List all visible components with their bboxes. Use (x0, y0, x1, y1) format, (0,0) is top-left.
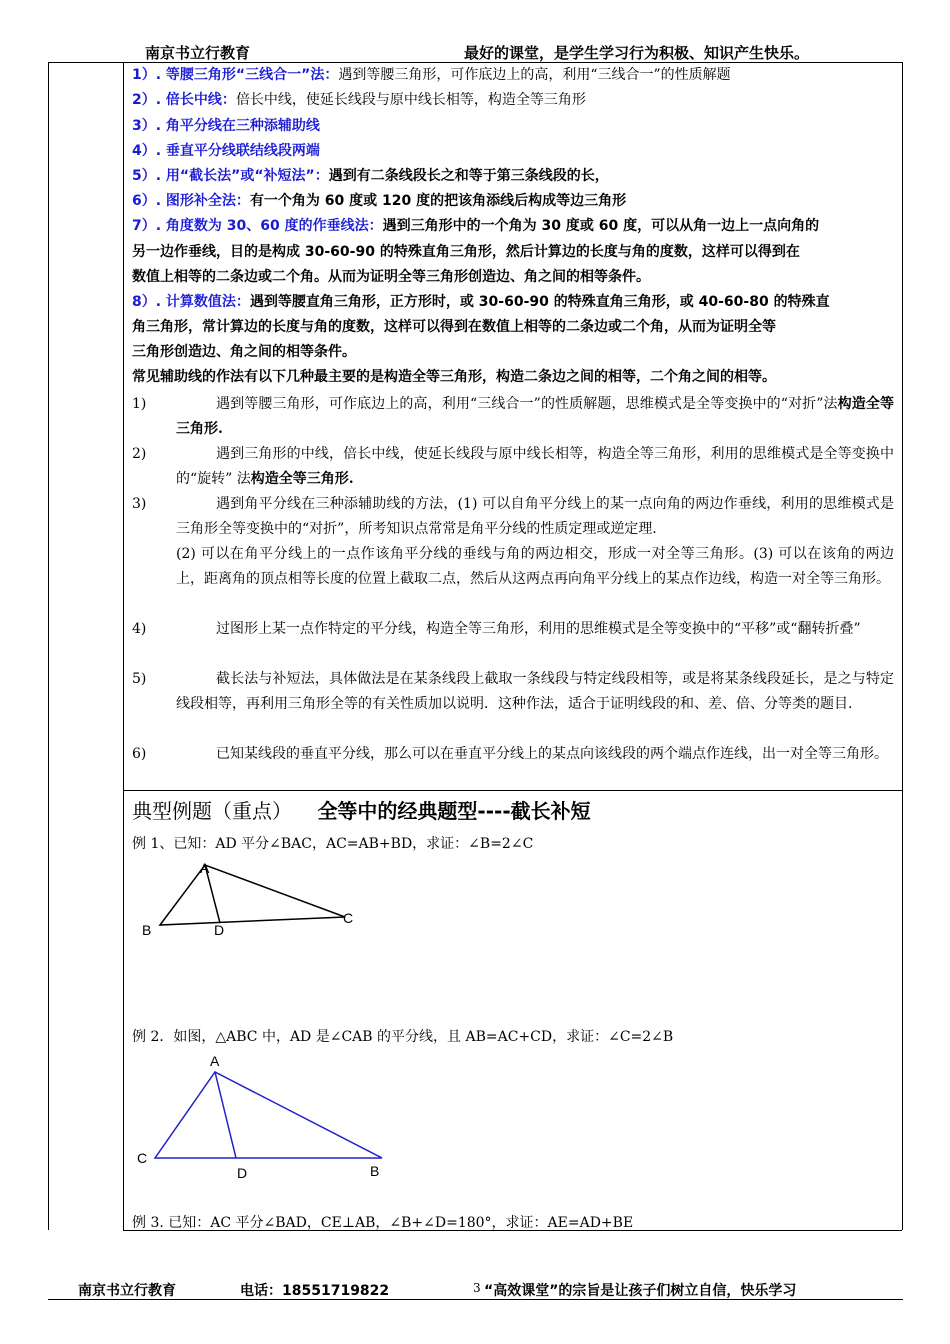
fig2-label-a: A (210, 1053, 220, 1069)
footer-rule (48, 1299, 903, 1300)
table-column-divider (123, 62, 124, 1230)
fig1-triangle (160, 865, 345, 925)
method-7-line-3: 数值上相等的二条边或二个角。从而为证明全等三角形创造边、角之间的相等条件。 (132, 269, 650, 285)
fig1-label-b: B (142, 922, 152, 938)
list-item-1: 1) 遇到等腰三角形，可作底边上的高，利用“三线合一”的性质解题，思维模式是全等变换中的“对折”法构造全等三角形. (132, 396, 894, 437)
list-item-3-continuation: (2) 可以在角平分线上的一点作该角平分线的垂线与角的两边相交，形成一对全等三角形。(3) 可以在该角的两边上，距离角的顶点相等长度的位置上截取二点，然后从这两点再向角平分线上的某点作边线，构造一对全等三角形。 (176, 546, 894, 587)
footer-org: 南京书立行教育 (78, 1283, 176, 1299)
header-org: 南京书立行教育 (145, 44, 251, 62)
header-rule (48, 62, 903, 63)
method-8-line-1: 8）. 计算数值法：遇到等腰直角三角形，正方形时，或 30-60-90 的特殊直角三角形，或 40-60-80 的特殊直 (132, 294, 830, 310)
section-title: 典型例题（重点） 全等中的经典题型----截长补短 (132, 799, 591, 823)
example-2: 例 2．如图，△ABC 中，AD 是∠CAB 的平分线，且 AB=AC+CD，求证：∠C=2∠B (132, 1029, 674, 1045)
method-8-line-3: 三角形创造边、角之间的相等条件。 (132, 344, 356, 360)
list-item-4: 4) 过图形上某一点作特定的平分线，构造全等三角形，利用的思维模式是全等变换中的“平移”或“翻转折叠” (132, 621, 861, 637)
method-6: 6）. 图形补全法：有一个角为 60 度或 120 度的把该角添线后构成等边三角形 (132, 193, 627, 209)
fig1-label-d: D (214, 922, 225, 938)
footer-page-number: 3 (473, 1281, 481, 1295)
list-item-5: 5) 截长法与补短法，具体做法是在某条线段上截取一条线段与特定线段相等，或是将某条线段延长，是之与特定线段相等，再利用三角形全等的有关性质加以说明．这种作法，适合于证明线段的和、差、倍、分等类的题目. (132, 671, 894, 712)
method-8-line-2: 角三角形，常计算边的长度与角的度数，这样可以得到在数值上相等的二条边或二个角，从而为证明全等 (132, 319, 776, 335)
list-item-6: 6) 已知某线段的垂直平分线，那么可以在垂直平分线上的某点向该线段的两个端点作连线，出一对全等三角形。 (132, 746, 888, 762)
method-2: 2）. 倍长中线：倍长中线，使延长线段与原中线长相等，构造全等三角形 (132, 92, 586, 108)
footer-motto: “高效课堂”的宗旨是让孩子们树立自信，快乐学习 (484, 1283, 797, 1299)
fig2-label-c: C (137, 1150, 148, 1166)
example-1: 例 1、已知：AD 平分∠BAC，AC=AB+BD，求证：∠B=2∠C (132, 836, 534, 852)
fig2-bisector-ad (215, 1072, 236, 1158)
list-item-3: 3) 遇到角平分线在三种添辅助线的方法，(1) 可以自角平分线上的某一点向角的两边作垂线，利用的思维模式是三角形全等变换中的“对折”，所考知识点常常是角平分线的性质定理或逆定理. (2) 可以在角平分线上的一点作该角平分线的垂线与角的两边相交，形成一对全等三角形。(3) 可以在该角的两边上，距离角的顶点相等长度的位置上截取二点，然后从这两点再向角平分线上的某点作边线，构造一对全等三角形。 (132, 496, 894, 587)
method-7-line-2: 另一边作垂线，目的是构成 30-60-90 的特殊直角三角形，然后计算边的长度与角的度数，这样可以得到在 (132, 244, 800, 260)
method-3: 3）. 角平分线在三种添辅助线 (132, 118, 320, 134)
table-border-right (902, 62, 903, 1230)
page-header (0, 42, 950, 64)
footer-phone: 电话：18551719822 (240, 1283, 390, 1299)
method-4: 4）. 垂直平分线联结线段两端 (132, 143, 320, 159)
figure-2 (130, 1050, 400, 1185)
method-1: 1）. 等腰三角形“三线合一”法：遇到等腰三角形，可作底边上的高，利用“三线合一”的性质解题 (132, 67, 731, 83)
fig1-label-c: C (343, 910, 354, 926)
figure-1 (130, 855, 380, 945)
fig2-label-b: B (370, 1163, 380, 1179)
method-5: 5）. 用“截长法”或“补短法”：遇到有二条线段长之和等于第三条线段的长， (132, 168, 609, 184)
summary-line: 常见辅助线的作法有以下几种最主要的是构造全等三角形，构造二条边之间的相等，二个角之间的相等。 (132, 369, 776, 385)
fig1-label-a: A (200, 860, 210, 876)
example-3: 例 3. 已知：AC 平分∠BAD，CE⊥AB，∠B+∠D=180°，求证：AE=AD+BE (132, 1215, 634, 1231)
method-7-line-1: 7）. 角度数为 30、60 度的作垂线法：遇到三角形中的一个角为 30 度或 60 度，可以从角一边上一点向角的 (132, 218, 820, 234)
list-item-2: 2) 遇到三角形的中线，倍长中线，使延长线段与原中线长相等，构造全等三角形，利用的思维模式是全等变换中的“旋转” 法构造全等三角形. (132, 446, 894, 487)
fig2-label-d: D (237, 1165, 248, 1181)
header-slogan: 最好的课堂，是学生学习行为积极、知识产生快乐。 (464, 44, 810, 62)
table-border-left (48, 62, 49, 1230)
fig2-triangle (155, 1072, 382, 1158)
